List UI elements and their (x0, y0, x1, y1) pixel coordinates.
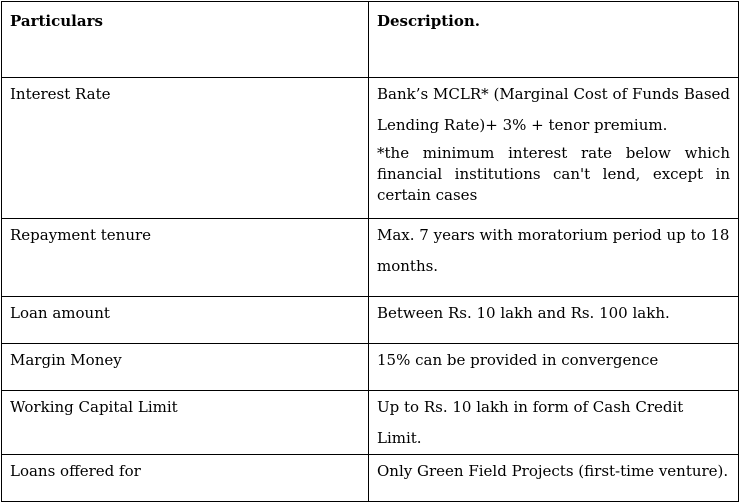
row-description: Max. 7 years with moratorium period up to 18 months. (369, 219, 739, 297)
table-row (2, 219, 739, 297)
row-description: Bank’s MCLR* (Marginal Cost of Funds Based Lending Rate)+ 3% + tenor premium. (377, 85, 730, 134)
header-row (2, 2, 739, 78)
table-row (2, 344, 739, 391)
row-particular: Margin Money (2, 344, 369, 391)
row-particular: Loans offered for (2, 455, 369, 502)
header-particulars: Particulars (2, 2, 369, 78)
row-particular: Working Capital Limit (2, 391, 369, 455)
header-description: Description. (369, 2, 739, 78)
table-row (2, 391, 739, 455)
row-description: Between Rs. 10 lakh and Rs. 100 lakh. (369, 297, 739, 344)
row-note: *the minimum interest rate below which financial institutions can't lend, except in certain cases (377, 144, 730, 204)
table-row (2, 78, 739, 219)
table-row (2, 455, 739, 502)
row-description-cell (369, 78, 739, 219)
row-particular: Interest Rate (2, 78, 369, 219)
table-row (2, 297, 739, 344)
row-particular: Repayment tenure (2, 219, 369, 297)
row-description: 15% can be provided in convergence (369, 344, 739, 391)
loan-details-table (1, 1, 739, 502)
row-particular: Loan amount (2, 297, 369, 344)
row-description: Up to Rs. 10 lakh in form of Cash Credit Limit. (369, 391, 739, 455)
row-description: Only Green Field Projects (first-time venture). (369, 455, 739, 502)
